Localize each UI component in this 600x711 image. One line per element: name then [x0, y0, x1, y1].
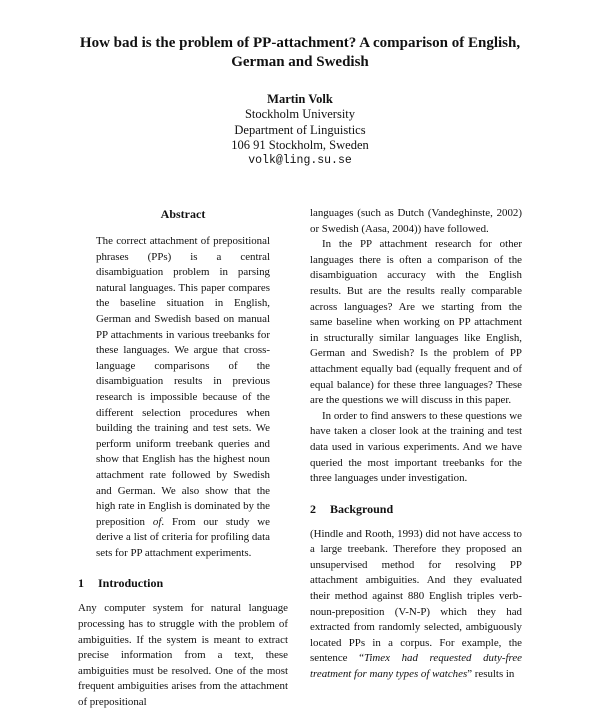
introduction-paragraph: Any computer system for natural language processing has to struggle with the problem of ambiguities. If the system is meant to extract precise information from a text, these ambiguities must be resolved. One of the most frequent ambiguities arises from the attachment of prepositional: [78, 602, 288, 709]
title-line-1: How bad is the problem of PP-attachment? A comparison of English,: [79, 35, 521, 51]
author-department: Department of Linguistics: [234, 122, 366, 137]
left-column: [78, 206, 288, 711]
section-heading-background: [310, 501, 522, 517]
title-line-2: German and Swedish: [231, 53, 369, 70]
abstract-heading: Abstract: [160, 207, 206, 221]
section-number: 2: [310, 501, 316, 516]
author-affiliation: Stockholm University: [244, 107, 356, 122]
author-email[interactable]: volk@ling.su.se: [248, 154, 352, 168]
author-block: [150, 92, 450, 168]
abstract-italic-word: of: [152, 515, 162, 528]
abstract-body: [78, 234, 288, 561]
right-column: [310, 206, 522, 683]
paper-title: [60, 34, 540, 71]
background-paragraph: [310, 527, 522, 683]
section-heading-introduction: [78, 575, 288, 591]
author-address: 106 91 Stockholm, Sweden: [231, 137, 369, 152]
section-title: Introduction: [98, 576, 164, 591]
section-title: Background: [330, 501, 394, 516]
author-name: Martin Volk: [267, 92, 333, 106]
paragraph-comparison: In the PP attachment research for other languages there is often a comparison of the disambiguation accuracy with the English results. But are the results really comparable across languages? Are we starting from the same baseline when working on PP attachment in structurally similar languages like English, German and Swedish? Is the problem of PP attachment equally bad (equally frequent and of equal balance) for these three languages? These are the questions we will discuss in this paper.: [310, 238, 522, 407]
paragraph-continuation: languages (such as Dutch (Vandeghinste, 2002) or Swedish (Aasa, 2004)) have followed.: [310, 207, 522, 235]
section-number: 1: [78, 576, 84, 591]
abstract-text: [96, 234, 270, 561]
background-text-main: (Hindle and Rooth, 1993) did not have access to a large treebank. Therefore they proposed an unsupervised method for resolving PP attachment ambiguities. And they evaluated their method against 880 English triples verb-noun-preposition (V-N-P) which they had extracted from randomly selected, ambiguously located PPs in a corpus. For example, the sentence “: [310, 527, 522, 665]
abstract-text-end: . From our study we derive a list of criteria for profiling data sets for PP attachment experiments.: [96, 515, 270, 559]
background-example-sentence: Timex had requested duty-free treatment for many types of watches: [310, 652, 523, 681]
background-text-end: ” results in: [467, 668, 515, 681]
abstract-text-main: The correct attachment of prepositional phrases (PPs) is a central disambiguation problem in parsing natural languages. This paper compares the baseline situation in English, German and Swedish based on manual PP attachments in various treebanks for these languages. We argue that cross-language comparisons of the disambiguation results in previous research is impossible because of the different selection procedures when building the training and test sets. We perform uniform treebank queries and show that English has the highest noun attachment rate followed by Swedish and German. We also show that the high rate in English is dominated by the preposition: [96, 235, 270, 528]
paragraph-approach: In order to find answers to these questions we have taken a closer look at the training and test data used in various experiments. And we have queried the most important treebanks for the three languages under investigation.: [310, 409, 522, 485]
